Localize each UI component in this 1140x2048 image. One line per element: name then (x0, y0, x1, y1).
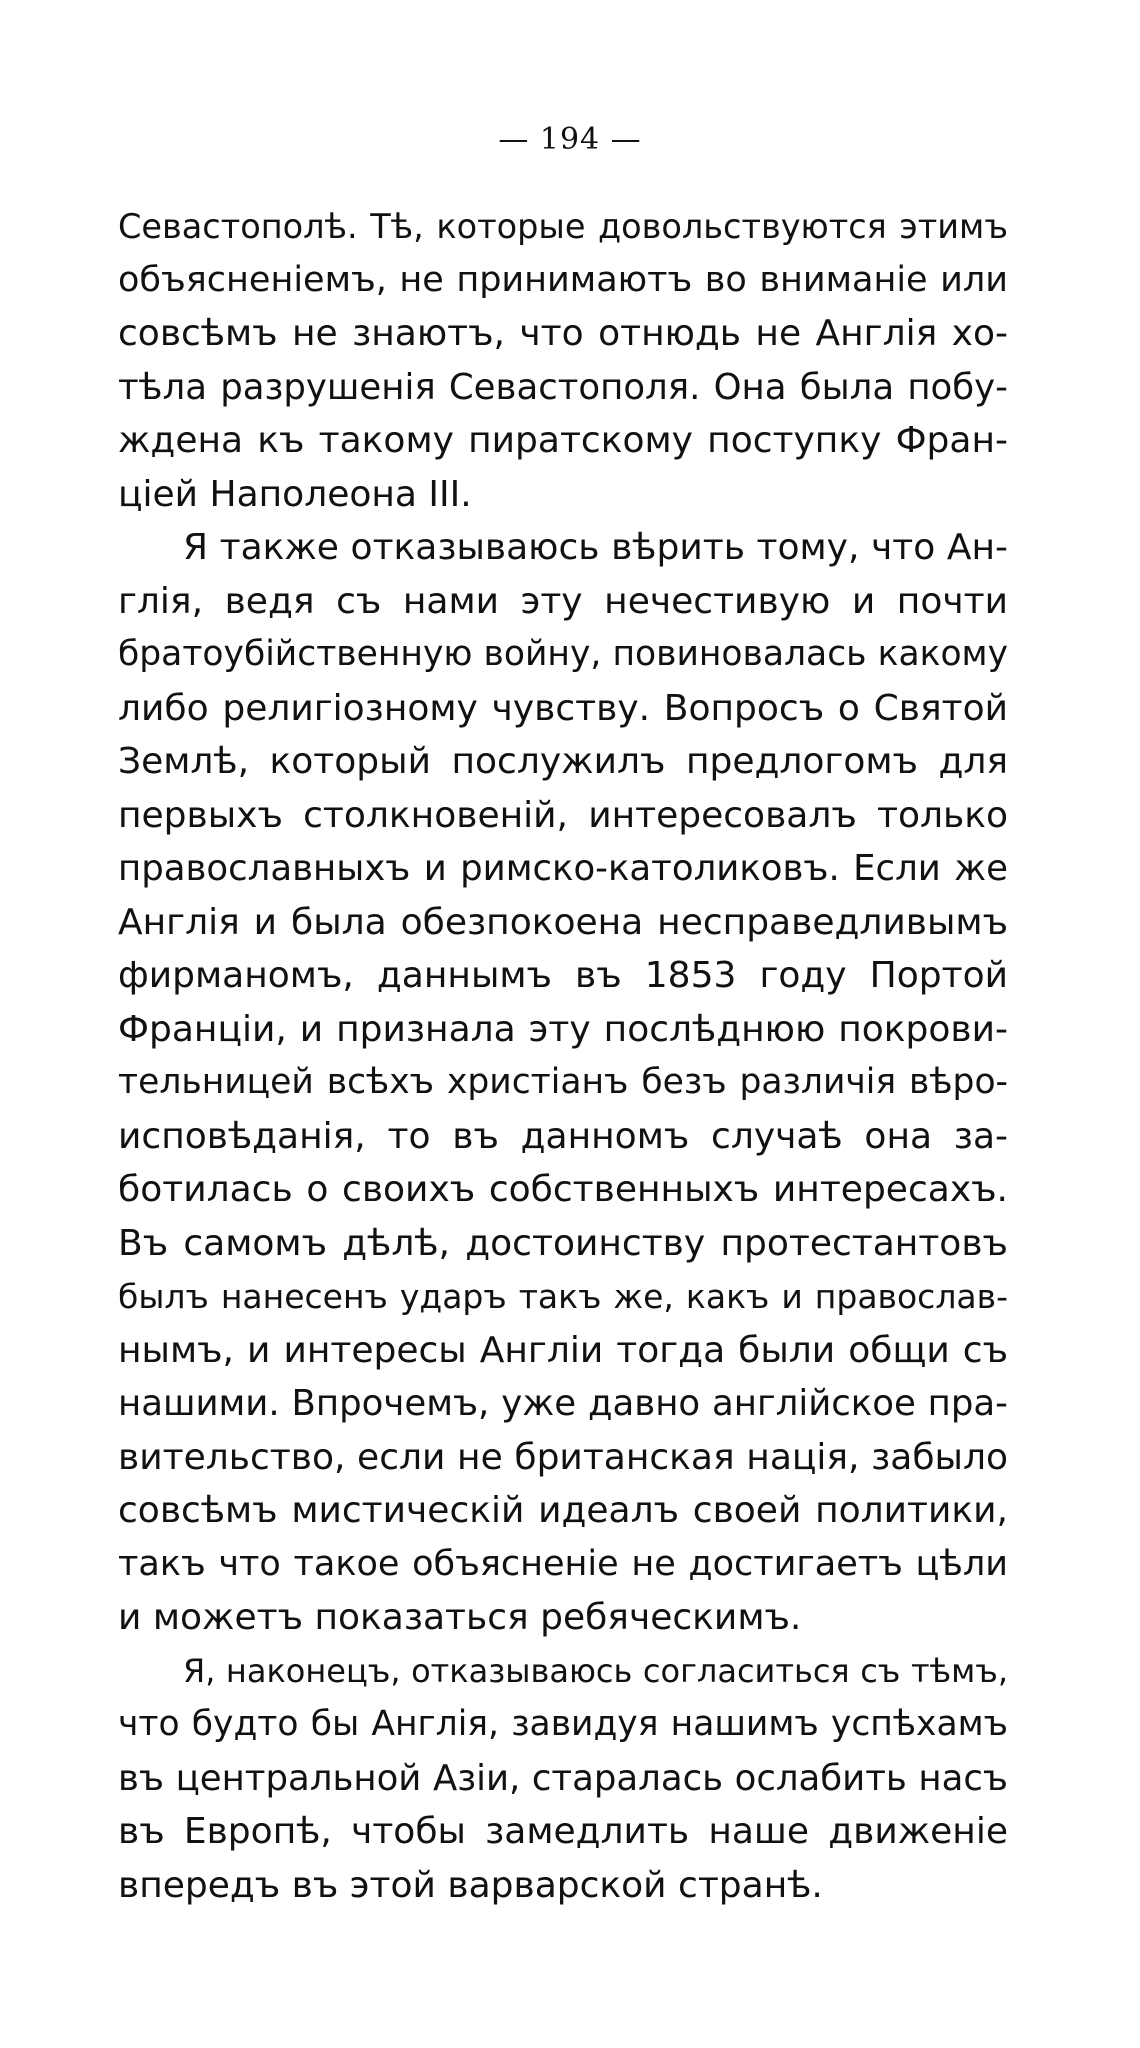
text-line: нашими. Впрочемъ, уже давно англійское пра- (118, 1383, 1008, 1424)
text-line: Севастополѣ. Тѣ, которые довольствуются этимъ (118, 207, 1008, 246)
paragraph (118, 200, 1008, 521)
text-line: совсѣмъ не знаютъ, что отнюдь не Англія хо- (118, 313, 1008, 354)
text-line: православныхъ и римско-католиковъ. Если же (118, 848, 1008, 889)
text-line: что будто бы Англія, завидуя нашимъ успѣхамъ (118, 1704, 1008, 1744)
text-line: глія, ведя съ нами эту нечестивую и почти (118, 580, 1008, 622)
text-line: совсѣмъ мистическій идеалъ своей политики, (118, 1490, 1008, 1531)
text-line: ждена къ такому пиратскому поступку Фран- (118, 420, 1008, 461)
text-line: Франціи, и признала эту послѣднюю покрови- (118, 1008, 1008, 1050)
text-line: вительство, если не британская нація, забыло (118, 1436, 1008, 1478)
text-line: Англія и была обезпокоена несправедливымъ (118, 901, 1008, 943)
text-line: въ Европѣ, чтобы замедлить наше движеніе (118, 1811, 1008, 1852)
paragraph (118, 521, 1008, 1645)
text-line: тѣла разрушенія Севастополя. Она была побу- (118, 366, 1008, 408)
text-line: былъ нанесенъ ударъ такъ же, какъ и православ- (118, 1277, 1008, 1316)
text-line: такъ что такое объясненіе не достигаетъ цѣли (118, 1543, 1008, 1584)
text-line: тельницей всѣхъ христіанъ безъ различія вѣро- (118, 1062, 1008, 1102)
text-line: Я также отказываюсь вѣрить тому, что Ан- (183, 527, 1008, 568)
text-line: впередъ въ этой варварской странѣ. (118, 1864, 823, 1906)
text-line: нымъ, и интересы Англіи тогда были общи съ (118, 1329, 1008, 1371)
text-line: первыхъ столкновеній, интересовалъ только (118, 794, 1008, 836)
text-line: либо религіозному чувству. Вопросъ о Святой (118, 687, 1008, 729)
text-line: Я, наконецъ, отказываюсь согласиться съ тѣмъ, (183, 1651, 1008, 1690)
text-line: братоубійственную войну, повиновалась какому (118, 634, 1008, 674)
text-line: Въ самомъ дѣлѣ, достоинству протестантовъ (118, 1222, 1008, 1264)
text-line: исповѣданія, то въ данномъ случаѣ она за- (118, 1115, 1008, 1157)
text-line: фирманомъ, даннымъ въ 1853 году Портой (118, 955, 1008, 996)
text-line: въ центральной Азіи, старалась ослабить насъ (118, 1757, 1008, 1799)
text-line: и можетъ показаться ребяческимъ. (118, 1597, 802, 1638)
text-line: объясненіемъ, не принимаютъ во вниманіе или (118, 259, 1008, 300)
text-line: Землѣ, который послужилъ предлогомъ для (118, 741, 1008, 782)
page-number: — 194 — (498, 122, 642, 157)
text-line: ботилась о своихъ собственныхъ интересахъ. (118, 1169, 1008, 1210)
paragraph (118, 1645, 1008, 1913)
body-text (118, 200, 1008, 1912)
text-line: ціей Наполеона III. (118, 473, 472, 515)
